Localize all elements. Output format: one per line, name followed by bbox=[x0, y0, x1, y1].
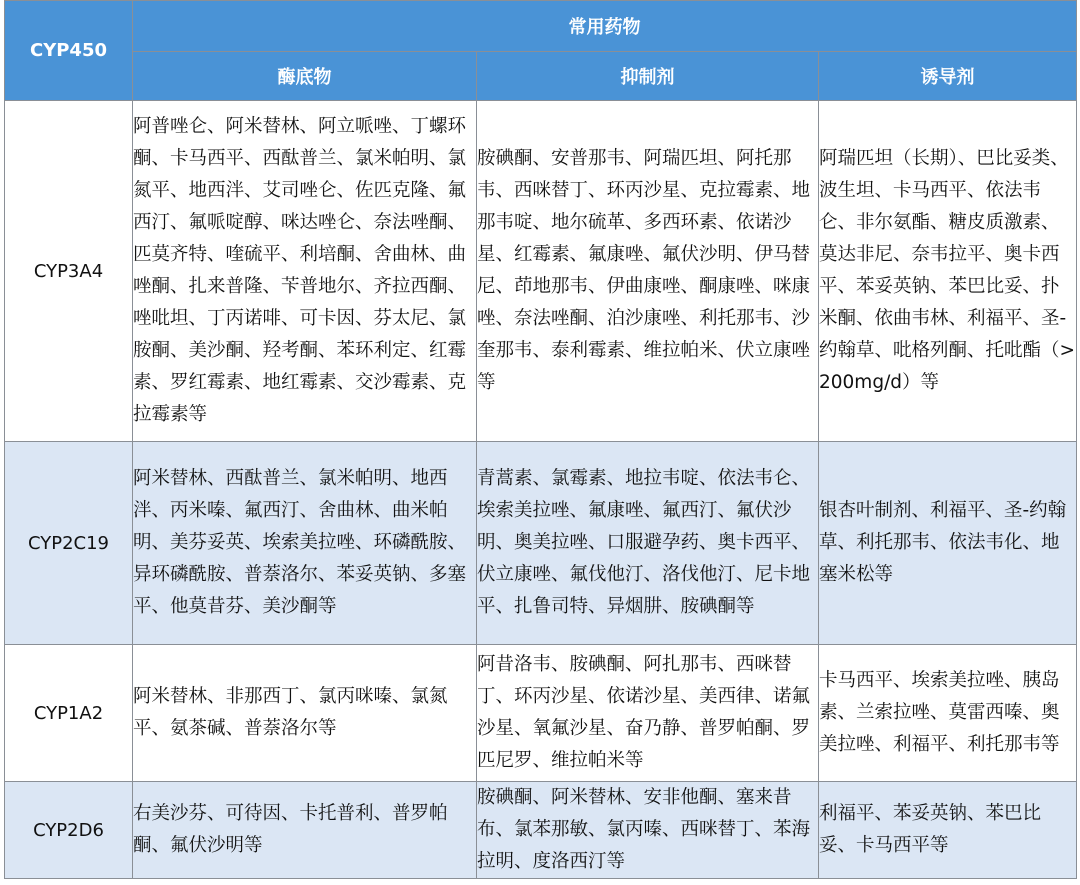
enzyme-name: CYP2C19 bbox=[5, 442, 133, 645]
substrates-cell: 阿普唑仑、阿米替林、阿立哌唑、丁螺环酮、卡马西平、西酞普兰、氯米帕明、氯氮平、地西泮、艾司唑仑、佐匹克隆、氟西汀、氟哌啶醇、咪达唑仑、奈法唑酮、匹莫齐特、喹硫平、利培酮、舍曲林、曲唑酮、扎来普隆、苄普地尔、齐拉西酮、唑吡坦、丁丙诺啡、可卡因、芬太尼、氯胺酮、美沙酮、羟考酮、苯环利定、红霉素、罗红霉素、地红霉素、交沙霉素、克拉霉素等 bbox=[133, 101, 477, 442]
table-row-cyp3a4 bbox=[5, 101, 1077, 442]
header-inhibitor: 抑制剂 bbox=[477, 52, 819, 101]
inhibitors-cell: 青蒿素、氯霉素、地拉韦啶、依法韦仑、埃索美拉唑、氟康唑、氟西汀、氟伏沙明、奥美拉唑、口服避孕药、奥卡西平、伏立康唑、氟伐他汀、洛伐他汀、尼卡地平、扎鲁司特、异烟肼、胺碘酮等 bbox=[477, 442, 819, 645]
enzyme-name: CYP2D6 bbox=[5, 782, 133, 879]
header-substrate: 酶底物 bbox=[133, 52, 477, 101]
table-row-cyp1a2 bbox=[5, 645, 1077, 782]
header-cyp450: CYP450 bbox=[5, 1, 133, 101]
enzyme-name: CYP3A4 bbox=[5, 101, 133, 442]
inducers-cell: 利福平、苯妥英钠、苯巴比妥、卡马西平等 bbox=[819, 782, 1077, 879]
table-row-cyp2c19 bbox=[5, 442, 1077, 645]
inducers-cell: 银杏叶制剂、利福平、圣-约翰草、利托那韦、依法韦化、地塞米松等 bbox=[819, 442, 1077, 645]
table-row-cyp2d6 bbox=[5, 782, 1077, 879]
inducers-cell: 卡马西平、埃索美拉唑、胰岛素、兰索拉唑、莫雷西嗪、奥美拉唑、利福平、利托那韦等 bbox=[819, 645, 1077, 782]
header-inducer: 诱导剂 bbox=[819, 52, 1077, 101]
substrates-cell: 阿米替林、西酞普兰、氯米帕明、地西泮、丙米嗪、氟西汀、舍曲林、曲米帕明、美芬妥英、埃索美拉唑、环磷酰胺、异环磷酰胺、普萘洛尔、苯妥英钠、多塞平、他莫昔芬、美沙酮等 bbox=[133, 442, 477, 645]
header-common-drugs: 常用药物 bbox=[133, 1, 1077, 52]
enzyme-name: CYP1A2 bbox=[5, 645, 133, 782]
inhibitors-cell: 胺碘酮、安普那韦、阿瑞匹坦、阿托那韦、西咪替丁、环丙沙星、克拉霉素、地那韦啶、地尔硫革、多西环素、依诺沙星、红霉素、氟康唑、氟伏沙明、伊马替尼、茚地那韦、伊曲康唑、酮康唑、咪康唑、奈法唑酮、泊沙康唑、利托那韦、沙奎那韦、泰利霉素、维拉帕米、伏立康唑等 bbox=[477, 101, 819, 442]
substrates-cell: 阿米替林、非那西丁、氯丙咪嗪、氯氮平、氨茶碱、普萘洛尔等 bbox=[133, 645, 477, 782]
substrates-cell: 右美沙芬、可待因、卡托普利、普罗帕酮、氟伏沙明等 bbox=[133, 782, 477, 879]
inhibitors-cell: 胺碘酮、阿米替林、安非他酮、塞来昔布、氯苯那敏、氯丙嗪、西咪替丁、苯海拉明、度洛西汀等 bbox=[477, 782, 819, 879]
inducers-cell: 阿瑞匹坦（长期）、巴比妥类、波生坦、卡马西平、依法韦仑、非尔氨酯、糖皮质激素、莫达非尼、奈韦拉平、奥卡西平、苯妥英钠、苯巴比妥、扑米酮、依曲韦林、利福平、圣-约翰草、吡格列酮、托吡酯（>200mg/d）等 bbox=[819, 101, 1077, 442]
cyp450-drug-table bbox=[4, 0, 1077, 879]
inhibitors-cell: 阿昔洛韦、胺碘酮、阿扎那韦、西咪替丁、环丙沙星、依诺沙星、美西律、诺氟沙星、氧氟沙星、奋乃静、普罗帕酮、罗匹尼罗、维拉帕米等 bbox=[477, 645, 819, 782]
